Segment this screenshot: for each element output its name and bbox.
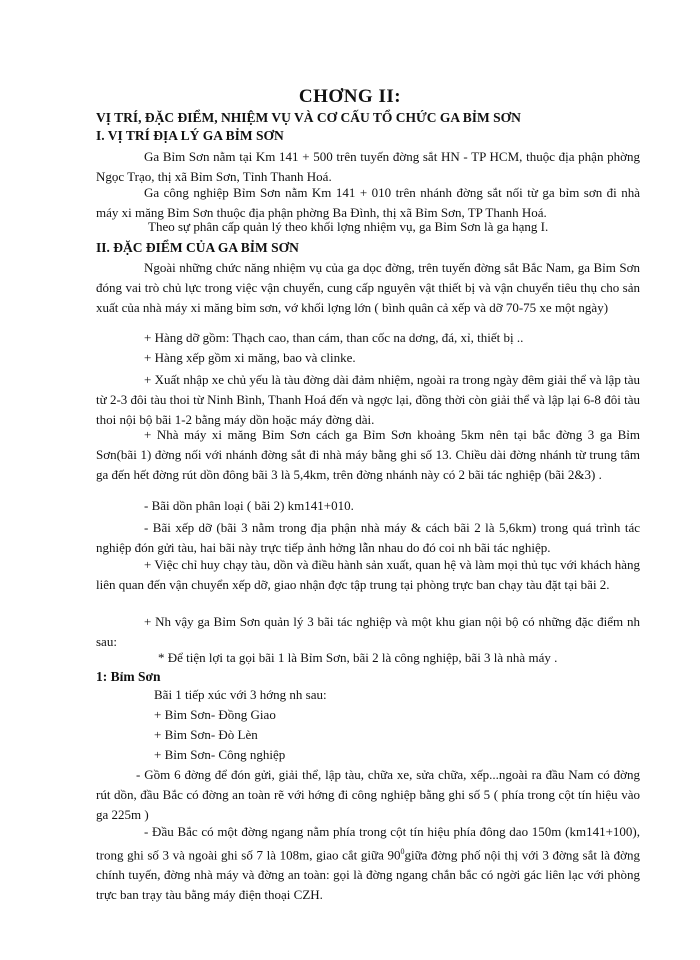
subsection-heading: 1: Bỉm Sơn <box>96 669 161 684</box>
paragraph: + Việc chỉ huy chạy tàu, dồn và điều hành sản xuất, quan hệ và làm mọi thủ tục với khách hàng liên quan đến vận chuyển xếp dỡ, giao nhận đợc tập trung tại phòng trực ban chạy tàu đặt tại bãi 2. <box>96 557 640 592</box>
paragraph: - Bãi xếp dỡ (bãi 3 nằm trong địa phận nhà máy & cách bãi 2 là 5,6km) trong quá trình tác nghiệp đón gửi tàu, hai bãi này trực tiếp ảnh hởng lẫn nhau do đó coi nh bãi tác nghiệp. <box>96 520 640 555</box>
paragraph: + Nhà máy xi măng Bỉm Sơn cách ga Bỉm Sơn khoảng 5km nên tại bắc đờng 3 ga Bỉm Sơn(bãi 1) đờng nối với nhánh đờng sắt đi nhà máy bằng ghi số 13. Chiều dài đờng nhánh từ trung tâm ga đến hết đờng rút dồn đông bãi 3 là 5,4km, trên đờng nhánh này có 2 bãi tác nghiệp (bãi 2&3) . <box>96 427 640 482</box>
paragraph: Ga công nghiệp Bỉm Sơn nằm Km 141 + 010 trên nhánh đờng sắt nối từ ga bỉm sơn đi nhà máy xi măng Bỉm Sơn thuộc địa phận phờng Ba Đình, thị xã Bỉm Sơn, TP Thanh Hoá. <box>96 185 640 220</box>
list-item: + Bỉm Sơn- Đò Lèn <box>154 727 258 742</box>
chapter-title: CHƠNG II: <box>298 86 402 107</box>
section-heading-2: II. ĐẶC ĐIỂM CỦA GA BỈM SƠN <box>96 240 299 255</box>
paragraph: + Hàng dỡ gồm: Thạch cao, than cám, than cốc na dơng, đá, xỉ, thiết bị .. <box>144 330 524 345</box>
paragraph: Bãi 1 tiếp xúc với 3 hớng nh sau: <box>154 687 327 702</box>
paragraph-text: giữa đờng phố nội thị với 3 đờng sắt là đờng chính tuyến, đờng nhà máy và đờng an toàn: gọi là đờng ngang chắn bắc có ngời gác liên lạc với phòng trực ban trạy tàu bằng máy điện thoại CZH. <box>96 847 640 903</box>
paragraph: + Hàng xếp gồm xi măng, bao và clinke. <box>144 350 356 365</box>
degree-superscript: 0 <box>400 847 405 856</box>
paragraph: Ngoài những chức năng nhiệm vụ của ga dọc đờng, trên tuyến đờng sắt Bắc Nam, ga Bỉm Sơn đóng vai trò chủ lực trong việc vận chuyển, cung cấp nguyên vật thiết bị và vận chuyển tiêu thụ cho sản xuất của nhà máy xi măng bỉm sơn, vớ khối lợng lớn ( bình quân cả xếp và dỡ 70-75 xe một ngày) <box>96 260 640 315</box>
chapter-heading: VỊ TRÍ, ĐẶC ĐIỂM, NHIỆM VỤ VÀ CƠ CẤU TỔ CHỨC GA BỈM SƠN <box>96 110 521 125</box>
section-heading-1: I. VỊ TRÍ ĐỊA LÝ GA BỈM SƠN <box>96 128 284 143</box>
paragraph: Theo sự phân cấp quản lý theo khối lợng nhiệm vụ, ga Bỉm Sơn là ga hạng I. <box>148 219 549 234</box>
paragraph: - Bãi dồn phân loại ( bãi 2) km141+010. <box>144 498 354 513</box>
list-item: + Bỉm Sơn- Công nghiệp <box>154 747 286 762</box>
paragraph: + Nh vậy ga Bỉm Sơn quản lý 3 bãi tác nghiệp và một khu gian nội bộ có những đặc điểm nh sau: <box>96 614 640 649</box>
paragraph: Ga Bỉm Sơn nằm tại Km 141 + 500 trên tuyến đờng sắt HN - TP HCM, thuộc địa phận phờng Ngọc Trạo, thị xã Bỉm Sơn, Tỉnh Thanh Hoá. <box>96 149 640 184</box>
paragraph <box>96 822 640 905</box>
paragraph: * Để tiện lợi ta gọi bãi 1 là Bỉm Sơn, bãi 2 là công nghiệp, bãi 3 là nhà máy . <box>158 650 558 665</box>
paragraph-text: - Đầu Bắc có một đờng ngang nằm phía trong cột tín hiệu phía đông dao 150m (km141+100), trong ghi số 3 và ngoài ghi số 7 là 108m, giao cắt giữa 90 <box>96 824 640 863</box>
paragraph: - Gồm 6 đờng để đón gửi, giải thể, lập tàu, chữa xe, sửa chữa, xếp...ngoài ra đầu Nam có đờng rút dồn, đầu Bắc có đờng an toàn rẽ với hớng đi công nghiệp bằng ghi số 5 ( phía trong cột tín hiệu vào ga 225m ) <box>96 767 640 822</box>
list-item: + Bỉm Sơn- Đồng Giao <box>154 707 276 722</box>
paragraph: + Xuất nhập xe chủ yếu là tàu đờng dài đảm nhiệm, ngoài ra trong ngày đêm giải thể và lập tàu từ 2-3 đôi tàu thoi từ Ninh Bình, Thanh Hoá đến và ngợc lại, đồng thời còn giải thể và lập lại 6-8 đôi tàu thoi nội bộ bãi 1-2 bằng máy dồn hoặc máy đờng dài. <box>96 372 640 427</box>
